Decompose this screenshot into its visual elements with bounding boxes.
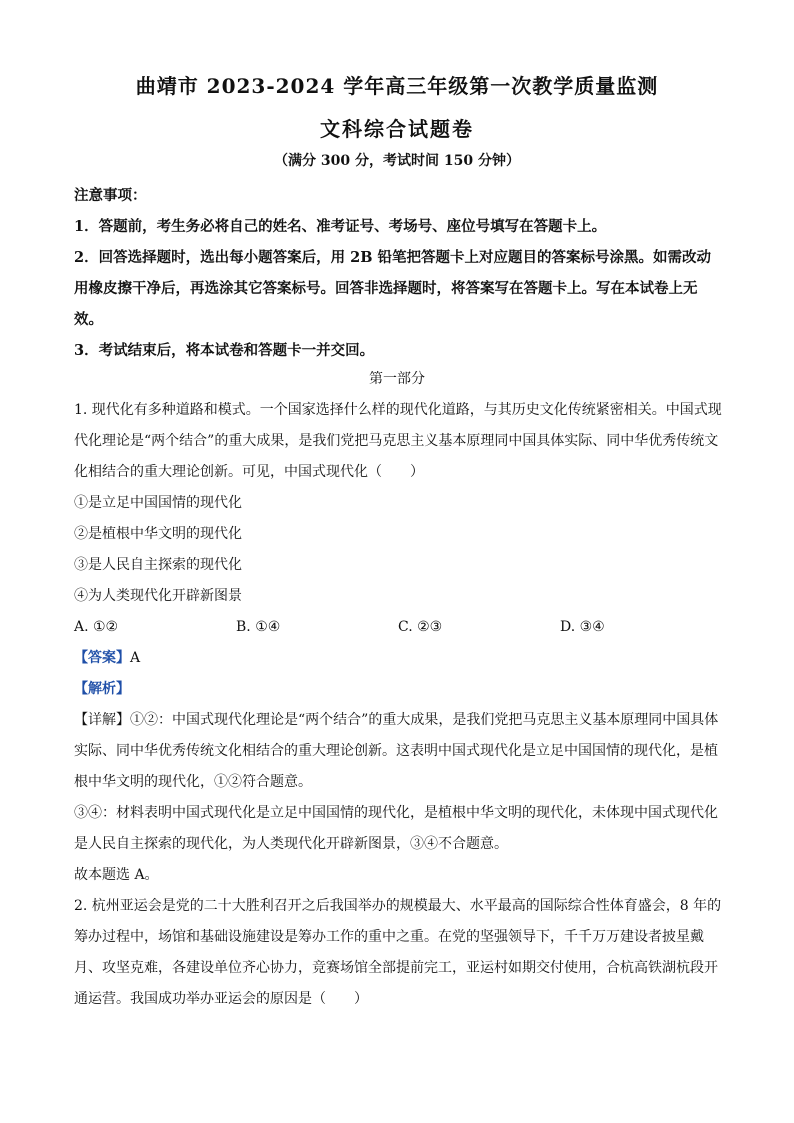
question-1-statement-4: ④为人类现代化开辟新图景 (74, 588, 242, 604)
detail-paragraph-2: ③④：材料表明中国式现代化是立足中国国情的现代化，是植根中华文明的现代化，未体现中国式现代化是人民自主探索的现代化，为人类现代化开辟新图景，③④不合题意。 (74, 805, 718, 852)
question-1-statement-3: ③是人民自主探索的现代化 (74, 557, 242, 573)
option-c: C. ②③ (398, 619, 443, 635)
question-body (74, 395, 722, 1015)
option-d: D. ③④ (560, 619, 605, 635)
answer-value: A (130, 650, 141, 666)
option-a: A. ①② (74, 619, 119, 635)
analysis-line (74, 674, 722, 705)
answer-line (74, 643, 722, 674)
notice-heading: 注意事项： (74, 187, 147, 204)
exam-title: 曲靖市 2023-2024 学年高三年级第一次教学质量监测 (135, 74, 659, 98)
exam-subtitle: 文科综合试题卷 (320, 117, 474, 141)
notice-block (74, 180, 722, 366)
notice-item-2: 2．回答选择题时，选出每小题答案后，用 2B 铅笔把答题卡上对应题目的答案标号涂黑。如需改动用橡皮擦干净后，再选涂其它答案标号。回答非选择题时，将答案写在答题卡上。写在本试卷上无效。 (74, 249, 712, 328)
detail-text-1: ①②：中国式现代化理论是“两个结合”的重大成果，是我们党把马克思主义基本原理同中国具体实际、同中华优秀传统文化相结合的重大理论创新。这表明中国式现代化是立足中国国情的现代化，是植根中华文明的现代化，①②符合题意。 (74, 712, 719, 790)
notice-item-3: 3．考试结束后，将本试卷和答题卡一并交回。 (74, 342, 375, 359)
detail-paragraph-1 (74, 705, 722, 798)
exam-score-time-note: （满分 300 分，考试时间 150 分钟） (274, 153, 520, 169)
answer-tag: 【答案】 (74, 650, 130, 666)
question-1-options (74, 612, 722, 643)
analysis-tag: 【解析】 (74, 681, 130, 697)
option-b: B. ①④ (236, 619, 281, 635)
question-1-statement-2: ②是植根中华文明的现代化 (74, 526, 242, 542)
question-2-stem: 2. 杭州亚运会是党的二十大胜利召开之后我国举办的规模最大、水平最高的国际综合性体育盛会，8 年的筹办过程中，场馆和基础设施建设是筹办工作的重中之重。在党的坚强领导下，千千万万建设者披星戴月、攻坚克难，各建设单位齐心协力，竞赛场馆全部提前完工，亚运村如期交付使用，合杭高铁湖杭段开通运营。我国成功举办亚运会的原因是（ ） (74, 898, 722, 1007)
section-title: 第一部分 (369, 371, 425, 387)
question-1-stem: 1. 现代化有多种道路和模式。一个国家选择什么样的现代化道路，与其历史文化传统紧密相关。中国式现代化理论是“两个结合”的重大成果，是我们党把马克思主义基本原理同中国具体实际、同中华优秀传统文化相结合的重大理论创新。可见，中国式现代化（ ） (74, 402, 722, 480)
conclusion: 故本题选 A。 (74, 867, 159, 883)
detail-tag: 【详解】 (74, 712, 130, 728)
notice-item-1: 1．答题前，考生务必将自己的姓名、准考证号、考场号、座位号填写在答题卡上。 (74, 218, 607, 235)
question-1-statement-1: ①是立足中国国情的现代化 (74, 495, 242, 511)
